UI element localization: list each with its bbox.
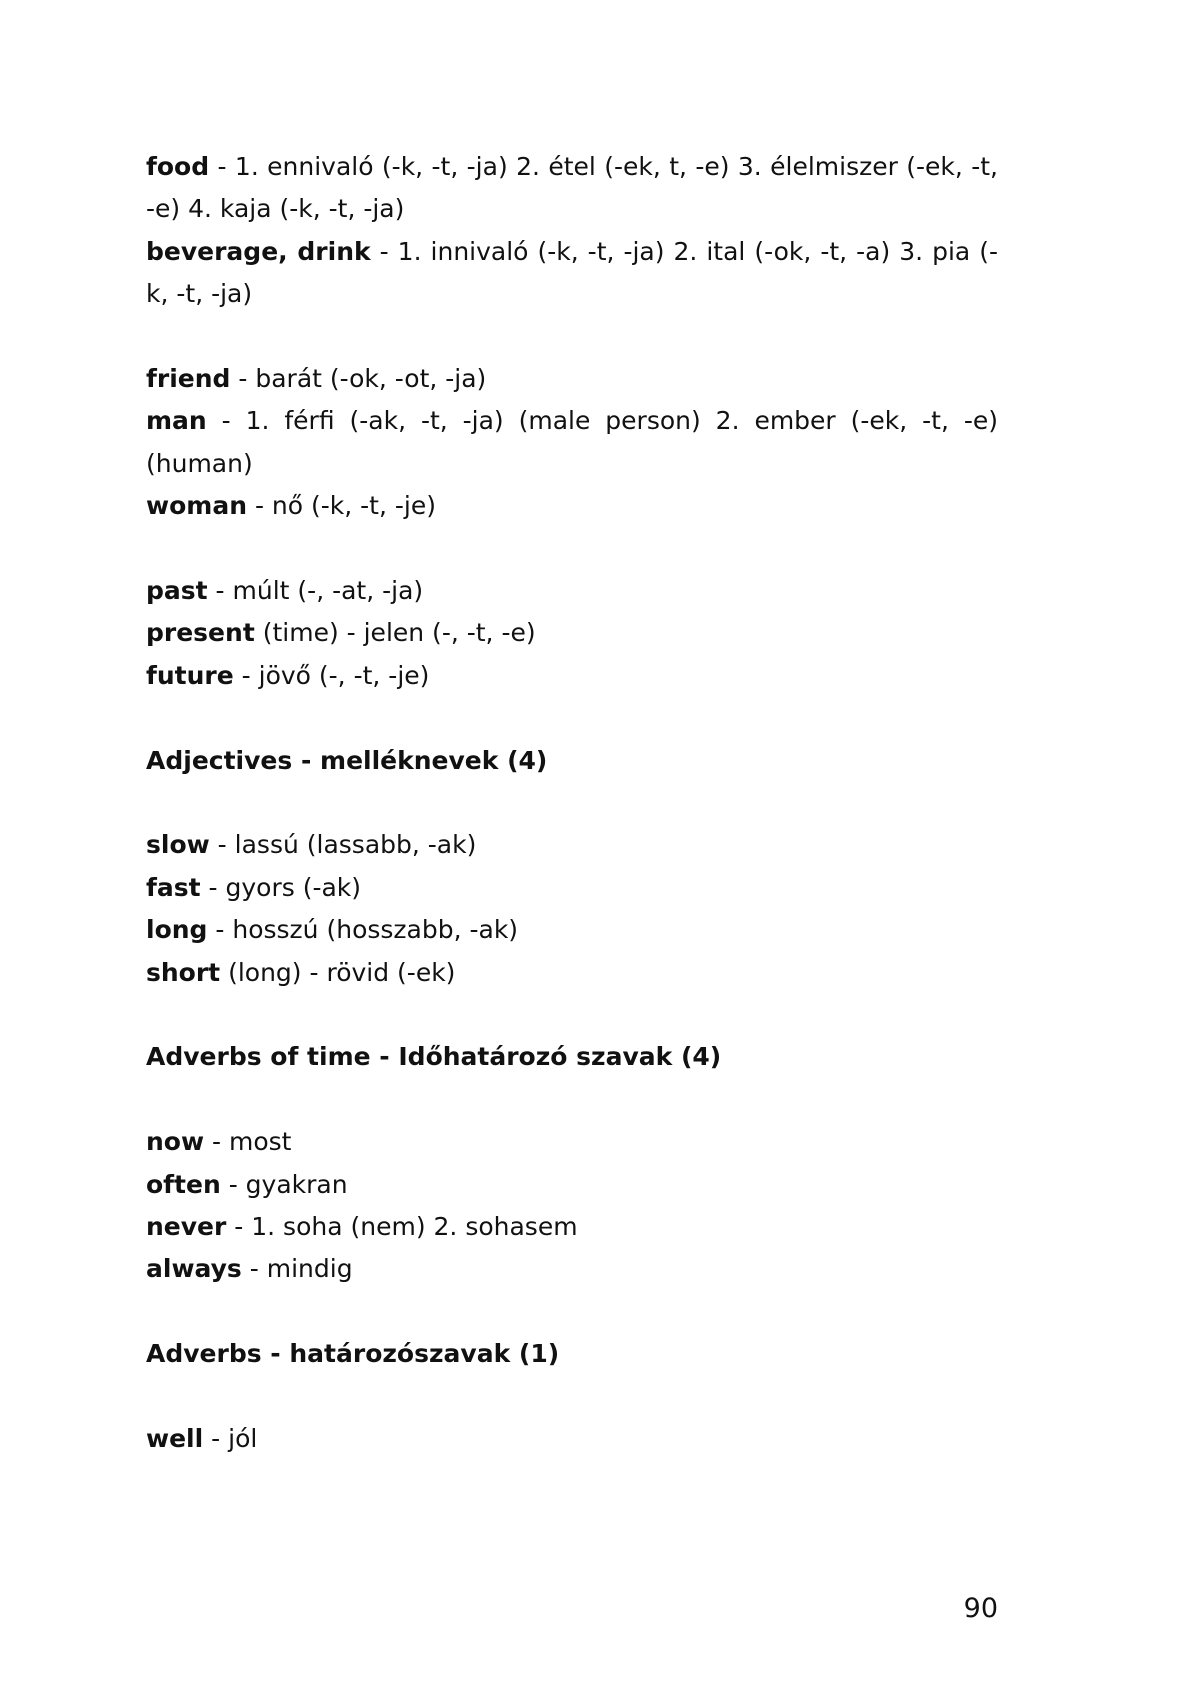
- section-heading-adverbs-of-time: Adverbs of time - Időhatározó szavak (4): [146, 1042, 722, 1072]
- entry-definition: - mindig: [241, 1254, 353, 1284]
- entry-term: future: [146, 660, 234, 690]
- entry-definition: - 1. soha (nem) 2. sohasem: [226, 1212, 578, 1242]
- entry-short: [146, 952, 998, 994]
- section-heading-adverbs: Adverbs - határozószavak (1): [146, 1339, 560, 1369]
- entry-friend: [146, 358, 998, 400]
- entry-definition: (long) - rövid (-ek): [220, 957, 456, 987]
- entry-well: [146, 1418, 998, 1460]
- entry-definition: (time) - jelen (-, -t, -e): [254, 618, 536, 648]
- entry-term: past: [146, 576, 208, 606]
- entry-term: present: [146, 618, 255, 648]
- entry-present: [146, 612, 998, 654]
- entry-now: [146, 1121, 998, 1163]
- entry-definition: - 1. innivaló (-k, -t, -ja) 2. ital (-ok, -t, -a) 3. pia (-k, -t, -ja): [146, 236, 998, 309]
- entry-term: man: [146, 406, 207, 436]
- spacer: [146, 1376, 998, 1418]
- entry-past: [146, 570, 998, 612]
- entry-definition: - nő (-k, -t, -je): [247, 491, 436, 521]
- entry-term: well: [146, 1424, 204, 1454]
- entry-future: [146, 655, 998, 697]
- spacer: [146, 697, 998, 739]
- entry-term: woman: [146, 491, 247, 521]
- entry-term: often: [146, 1169, 221, 1199]
- entry-always: [146, 1248, 998, 1290]
- page-number: 90: [963, 1593, 998, 1624]
- entry-term: slow: [146, 830, 210, 860]
- entry-beverage-drink: [146, 231, 998, 316]
- entry-definition: - 1. férfi (-ak, -t, -ja) (male person) 2. ember (-ek, -t, -e) (human): [146, 406, 998, 478]
- entry-woman: [146, 485, 998, 527]
- spacer: [146, 528, 998, 570]
- entry-term: beverage, drink: [146, 236, 371, 266]
- spacer: [146, 994, 998, 1036]
- entry-often: [146, 1164, 998, 1206]
- entry-man: [146, 400, 998, 485]
- entry-term: fast: [146, 872, 201, 902]
- entry-slow: [146, 824, 998, 866]
- entry-definition: - barát (-ok, -ot, -ja): [230, 364, 487, 394]
- entry-definition: - 1. ennivaló (-k, -t, -ja) 2. étel (-ek, t, -e) 3. élelmiszer (-ek, -t, -e) 4. kaja (-k, -t, -ja): [146, 152, 998, 224]
- spacer: [146, 782, 998, 824]
- spacer: [146, 316, 998, 358]
- spacer: [146, 1079, 998, 1121]
- section-heading-adjectives: Adjectives - melléknevek (4): [146, 745, 548, 775]
- spacer: [146, 1291, 998, 1333]
- entry-definition: - most: [204, 1127, 292, 1157]
- vocabulary-page: [146, 146, 998, 1460]
- entry-definition: - lassú (lassabb, -ak): [209, 830, 477, 860]
- entry-term: food: [146, 152, 210, 181]
- entry-definition: - jövő (-, -t, -je): [233, 660, 430, 690]
- entry-long: [146, 909, 998, 951]
- entry-definition: - jól: [203, 1424, 258, 1454]
- entry-never: [146, 1206, 998, 1248]
- entry-term: long: [146, 915, 208, 945]
- entry-definition: - gyors (-ak): [200, 872, 362, 902]
- entry-term: never: [146, 1212, 227, 1242]
- entry-fast: [146, 867, 998, 909]
- entry-definition: - hosszú (hosszabb, -ak): [207, 915, 519, 945]
- entry-food: [146, 146, 998, 231]
- entry-term: always: [146, 1254, 242, 1284]
- entry-definition: - múlt (-, -at, -ja): [207, 576, 424, 606]
- entry-definition: - gyakran: [220, 1169, 348, 1199]
- entry-term: friend: [146, 364, 231, 394]
- entry-term: now: [146, 1127, 205, 1157]
- entry-term: short: [146, 957, 221, 987]
